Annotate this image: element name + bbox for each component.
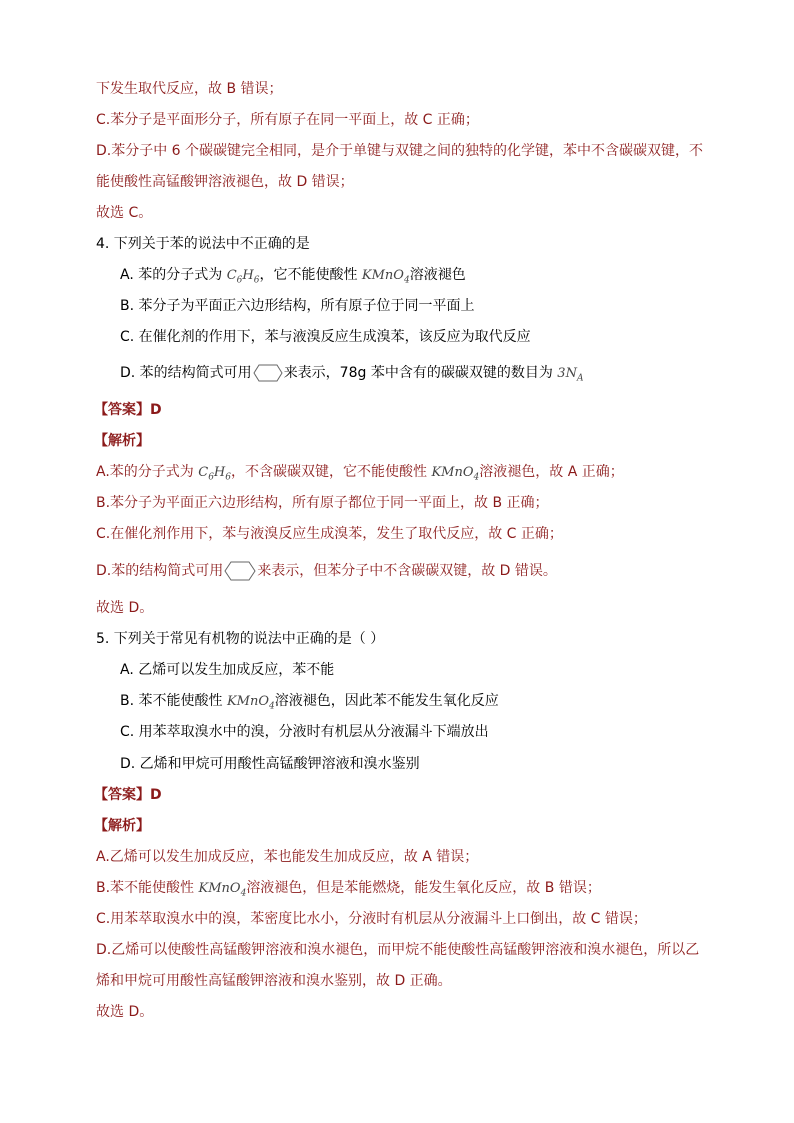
q5-exp-a: A.乙烯可以发生加成反应，苯也能发生加成反应，故 A 错误； bbox=[96, 849, 479, 865]
q4-answer: 【答案】D bbox=[94, 402, 162, 418]
q5-option-a: A. 乙烯可以发生加成反应，苯不能 bbox=[120, 662, 335, 678]
q5-exp-c: C.用苯萃取溴水中的溴，苯密度比水小，分液时有机层从分液漏斗上口倒出，故 C 错误； bbox=[96, 911, 647, 927]
q5-analysis-label: 【解析】 bbox=[94, 818, 150, 834]
q4-exp-c: C.在催化剂作用下，苯与液溴反应生成溴苯，发生了取代反应，故 C 正确； bbox=[96, 526, 563, 542]
q4-option-c: C. 在催化剂的作用下，苯与液溴反应生成溴苯，该反应为取代反应 bbox=[120, 329, 531, 345]
q5-conclusion: 故选 D。 bbox=[96, 1004, 154, 1020]
q4-analysis-label: 【解析】 bbox=[94, 433, 150, 449]
q4-formula-c6h6: $C_6H_6$ bbox=[226, 268, 260, 286]
q5-option-d: D. 乙烯和甲烷可用酸性高锰酸钾溶液和溴水鉴别 bbox=[120, 756, 420, 772]
q4-exp-a: A.苯的分子式为 $C_6H_6$，不含碳碳双键，它不能使酸性 KMnO$_4$溶液褪色，故 A 正确； bbox=[96, 464, 624, 483]
q5-exp-b: B.苯不能使酸性 KMnO$_4$溶液褪色，但是苯能燃烧，能发生氧化反应，故 B 错误； bbox=[96, 880, 601, 899]
q4-option-b: B. 苯分子为平面正六边形结构，所有原子位于同一平面上 bbox=[120, 298, 475, 314]
benzene-hexagon-icon bbox=[253, 364, 283, 382]
q5-exp-d2: 烯和甲烷可用酸性高锰酸钾溶液和溴水鉴别，故 D 正确。 bbox=[96, 973, 452, 989]
q4-exp-formula-kmno4: KMnO$_4$ bbox=[431, 465, 480, 483]
prev-exp-line3: D.苯分子中 6 个碳碳键完全相同，是介于单键与双键之间的独特的化学键，苯中不含碳碳双键，不 bbox=[96, 143, 704, 159]
q4-formula-kmno4: KMnO$_4$ bbox=[361, 268, 410, 286]
prev-conclusion: 故选 C。 bbox=[96, 205, 153, 221]
q5-option-c: C. 用苯萃取溴水中的溴，分液时有机层从分液漏斗下端放出 bbox=[120, 724, 489, 740]
prev-exp-line1: 下发生取代反应，故 B 错误； bbox=[96, 81, 283, 97]
prev-exp-line4: 能使酸性高锰酸钾溶液褪色，故 D 错误； bbox=[96, 174, 354, 190]
q4-exp-b: B.苯分子为平面正六边形结构，所有原子都位于同一平面上，故 B 正确； bbox=[96, 495, 549, 511]
q4-option-d: D. 苯的结构简式可用 来表示，78g 苯中含有的碳碳双键的数目为 $3N_A$ bbox=[120, 365, 584, 384]
q5-answer: 【答案】D bbox=[94, 787, 162, 803]
q4-exp-d: D.苯的结构简式可用 来表示，但苯分子中不含碳碳双键，故 D 错误。 bbox=[96, 563, 557, 579]
q5-option-b: B. 苯不能使酸性 KMnO$_4$溶液褪色，因此苯不能发生氧化反应 bbox=[120, 693, 499, 712]
q4-exp-formula-c6h6: $C_6H_6$ bbox=[198, 465, 231, 483]
q5-stem: 5. 下列关于常见有机物的说法中正确的是（ ） bbox=[96, 631, 385, 647]
q4-stem: 4. 下列关于苯的说法中不正确的是 bbox=[96, 236, 310, 252]
prev-exp-line2: C.苯分子是平面形分子，所有原子在同一平面上，故 C 正确； bbox=[96, 112, 479, 128]
q5-exp-d1: D.乙烯可以使酸性高锰酸钾溶液和溴水褪色，而甲烷不能使酸性高锰酸钾溶液和溴水褪色，所以乙 bbox=[96, 942, 700, 958]
q5-exp-formula-kmno4: KMnO$_4$ bbox=[198, 881, 247, 899]
q5-formula-kmno4: KMnO$_4$ bbox=[226, 694, 275, 712]
benzene-hexagon-icon-2 bbox=[224, 561, 256, 581]
q4-option-a: A. 苯的分子式为 $C_6H_6$，它不能使酸性 KMnO$_4$溶液褪色 bbox=[120, 267, 466, 286]
q4-formula-3na: $3N_A$ bbox=[557, 366, 584, 384]
q4-conclusion: 故选 D。 bbox=[96, 600, 154, 616]
